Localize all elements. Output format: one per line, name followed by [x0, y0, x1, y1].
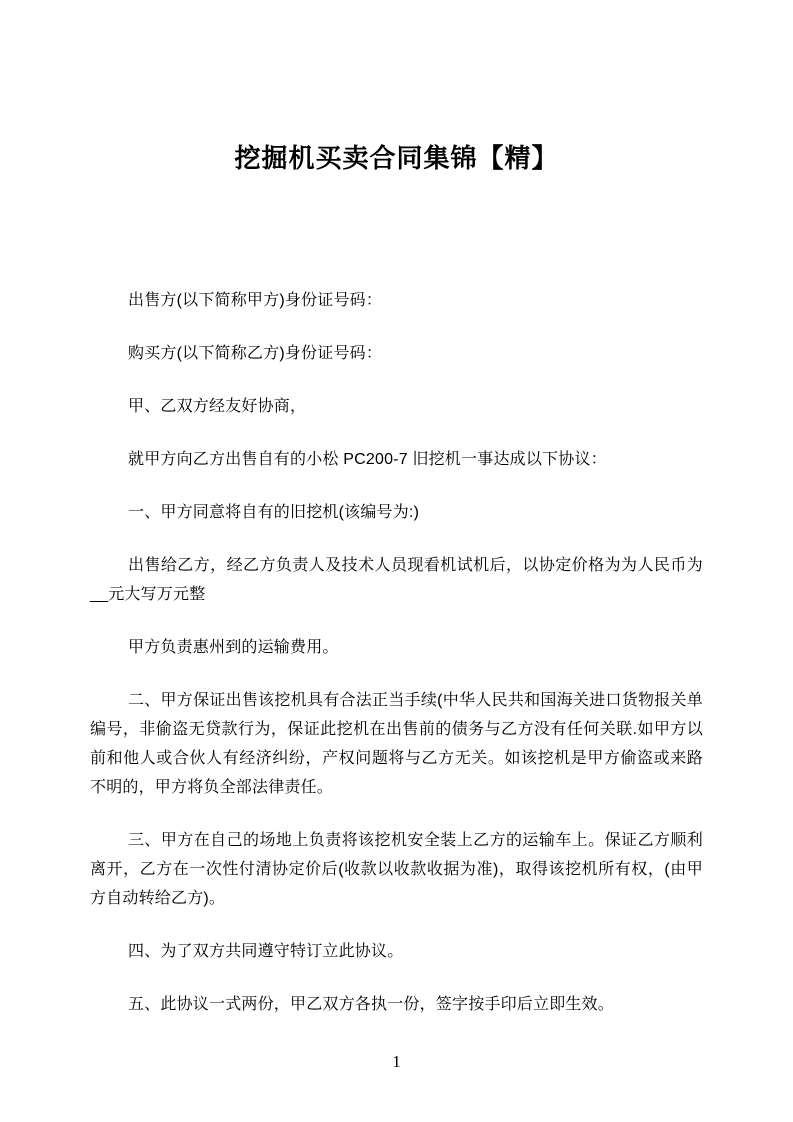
paragraph-clause-4: 四、为了双方共同遵守特订立此协议。 [128, 943, 404, 960]
paragraph-agreement-intro: 就甲方向乙方出售自有的小松 PC200-7 旧挖机一事达成以下协议： [128, 451, 607, 468]
paragraph-buyer-id: 购买方(以下简称乙方)身份证号码： [128, 345, 383, 362]
paragraph-negotiation: 甲、乙双方经友好协商， [128, 398, 307, 415]
paragraph-transport-fee: 甲方负责惠州到的运输费用。 [128, 639, 339, 656]
paragraph-clause-5: 五、此协议一式两份，甲乙双方各执一份，签字按手印后立即生效。 [128, 996, 615, 1013]
paragraph-clause-1: 一、甲方同意将自有的旧挖机(该编号为:) [128, 504, 420, 521]
paragraph-clause-2: 二、甲方保证出售该挖机具有合法正当手续(中华人民共和国海关进口货物报关单编号，非偷盗无贷款行为，保证此挖机在出售前的债务与乙方没有任何关联.如甲方以前和他人或合伙人有经济纠纷，产权问题将与乙方无关。如该挖机是甲方偷盗或来路不明的，甲方将负全部法律责任。 [90, 692, 703, 796]
paragraph-seller-id: 出售方(以下简称甲方)身份证号码： [128, 292, 383, 309]
document-title: 挖掘机买卖合同集锦【精】 [234, 143, 559, 173]
paragraph-clause-1-price: 出售给乙方，经乙方负责人及技术人员现看机试机后，以协定价格为为人民币为__元大写万元整 [90, 557, 703, 603]
paragraph-clause-3: 三、甲方在自己的场地上负责将该挖机安全装上乙方的运输车上。保证乙方顺利离开，乙方在一次性付清协定价后(收款以收款收据为准)，取得该挖机所有权，(由甲方自动转给乙方)。 [90, 832, 703, 907]
page-number: 1 [392, 1052, 401, 1071]
